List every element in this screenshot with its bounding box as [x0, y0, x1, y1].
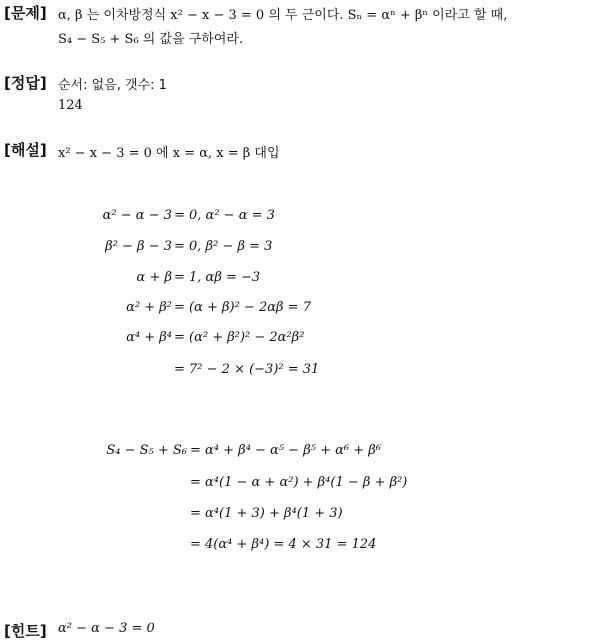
equation-rhs: = α⁴(1 + 3) + β⁴(1 + 3): [190, 506, 343, 521]
answer-value: 124: [58, 98, 83, 113]
equation-rhs: = (α + β)² − 2αβ = 7: [174, 300, 311, 315]
equation-rhs: = α⁴(1 − α + α²) + β⁴(1 − β + β²): [190, 475, 408, 490]
equation-rhs: = (α² + β²)² − 2α²β²: [174, 330, 305, 345]
problem-line-2: S₄ − S₅ + S₆ 의 값을 구하여라.: [58, 32, 244, 47]
equation-rhs: = 7² − 2 × (−3)² = 31: [174, 362, 320, 377]
solution-tag: [해설]: [4, 141, 47, 159]
solution-intro: x² − x − 3 = 0 에 x = α, x = β 대입: [58, 146, 280, 161]
equation-rhs: = α⁴ + β⁴ − α⁵ − β⁵ + α⁶ + β⁶: [190, 443, 381, 458]
equation-lhs: α² + β²: [126, 300, 172, 315]
equation-lhs: β² − β − 3: [105, 239, 172, 254]
problem-line-1: α, β 는 이차방정식 x² − x − 3 = 0 의 두 근이다. Sₙ = αⁿ + βⁿ 이라고 할 때,: [58, 8, 508, 23]
equation-rhs: = 0, β² − β = 3: [174, 239, 273, 254]
equation-rhs: = 0, α² − α = 3: [174, 208, 275, 223]
hint-text: α² − α − 3 = 0: [58, 621, 155, 636]
equation-lhs: α + β: [136, 270, 172, 285]
answer-tag: [정답]: [4, 74, 47, 92]
hint-tag: [힌트]: [4, 622, 47, 640]
equation-rhs: = 4(α⁴ + β⁴) = 4 × 31 = 124: [190, 537, 377, 552]
equation-lhs: α⁴ + β⁴: [126, 330, 172, 345]
equation-lhs: α² − α − 3: [102, 208, 172, 223]
answer-order-count: 순서: 없음, 갯수: 1: [58, 78, 167, 93]
equation-rhs: = 1, αβ = −3: [174, 270, 261, 285]
problem-tag: [문제]: [4, 4, 47, 22]
equation-lhs: S₄ − S₅ + S₆: [106, 443, 187, 458]
